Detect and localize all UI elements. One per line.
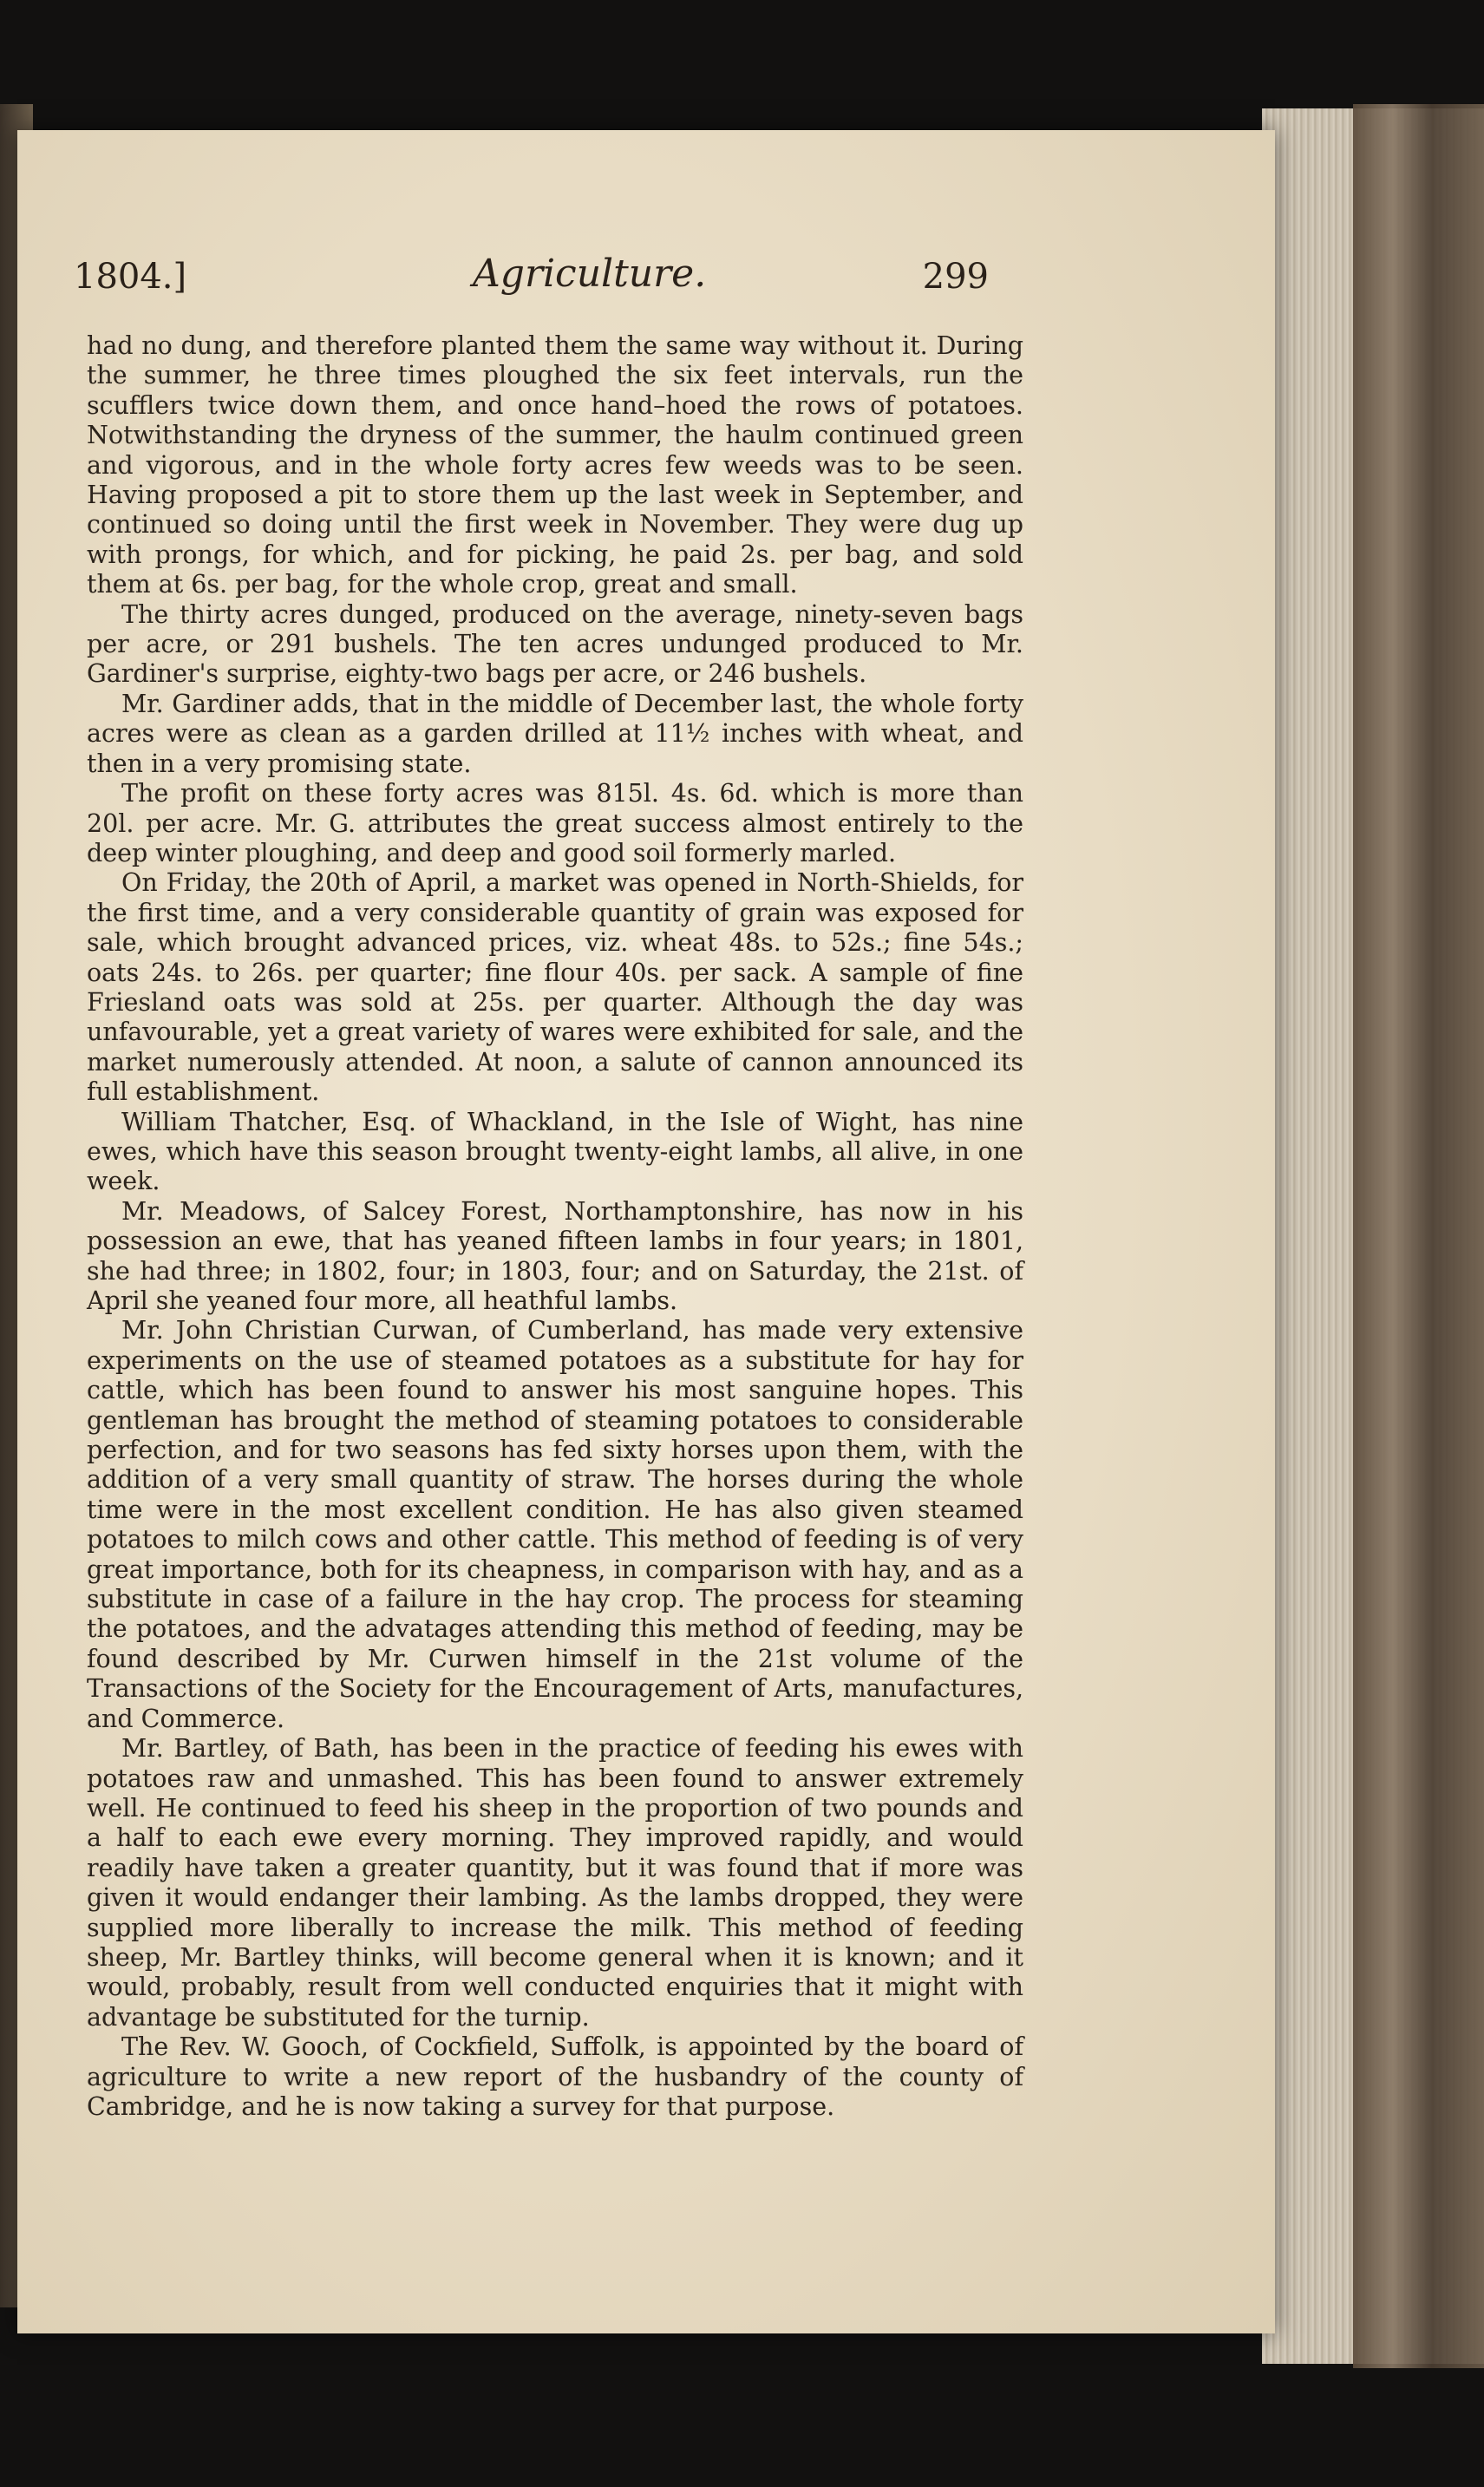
paragraph-3: Mr. Gardiner adds, that in the middle of December last, the whole forty acres were as clean as a garden drilled at 11½ inches with wheat, and then in a very promising state. <box>87 689 1023 778</box>
paragraph-1: had no dung, and therefore planted them the same way without it. During the summer, he three times ploughed the six feet intervals, run the scufflers twice down them, and once hand–hoed the rows of potatoes. Notwithstanding the dryness of the summer, the haulm continued green and vigorous, and in the whole forty acres few weeds was to be seen. Having proposed a pit to store them up the last week in September, and continued so doing until the first week in November. They were dug up with prongs, for which, and for picking, he paid 2s. per bag, and sold them at 6s. per bag, for the whole crop, great and small. <box>87 331 1023 599</box>
paragraph-5: On Friday, the 20th of April, a market was opened in North-Shields, for the first time, and a very considerable quantity of grain was exposed for sale, which brought advanced prices, viz. wheat 48s. to 52s.; fine 54s.; oats 24s. to 26s. per quarter; fine flour 40s. per sack. A sample of fine Friesland oats was sold at 25s. per quarter. Although the day was unfavourable, yet a great variety of wares were exhibited for sale, and the market numerously attended. At noon, a salute of cannon announced its full establishment. <box>87 868 1023 1107</box>
paragraph-4: The profit on these forty acres was 815l. 4s. 6d. which is more than 20l. per acre. Mr. G. attributes the great success almost entirely to the deep winter ploughing, and deep and good soil formerly marled. <box>87 779 1023 867</box>
paragraph-8: Mr. John Christian Curwan, of Cumberland, has made very extensive experiments on the use of steamed potatoes as a substitute for hay for cattle, which has been found to answer his most sanguine hopes. This gentleman has brought the method of steaming potatoes to considerable perfection, and for two seasons has fed sixty horses upon them, with the addition of a very small quantity of straw. The horses during the whole time were in the most excellent condition. He has also given steamed potatoes to milch cows and other cattle. This method of feeding is of very great importance, both for its cheapness, in comparison with hay, and as a substitute in case of a failure in the hay crop. The process for steaming the potatoes, and the advatages attending this method of feeding, may be found described by Mr. Curwen himself in the 21st volume of the Transactions of the Society for the Encouragement of Arts, manufactures, and Commerce. <box>87 1316 1023 1733</box>
paragraph-6: William Thatcher, Esq. of Whackland, in the Isle of Wight, has nine ewes, which have this season brought twenty-eight lambs, all alive, in one week. <box>87 1107 1023 1196</box>
book-cover <box>1353 104 1484 2368</box>
header-title: Agriculture. <box>473 252 707 296</box>
paragraph-2: The thirty acres dunged, produced on the average, ninety-seven bags per acre, or 291 bushels. The ten acres undunged produced to Mr. Gardiner's surprise, eighty-two bags per acre, or 246 bushels. <box>87 599 1023 689</box>
running-header <box>74 252 989 304</box>
paragraph-10: The Rev. W. Gooch, of Cockfield, Suffolk, is appointed by the board of agriculture to write a new report of the husbandry of the county of Cambridge, and he is now taking a survey for that purpose. <box>87 2032 1023 2121</box>
page-number: 299 <box>922 257 989 297</box>
paragraph-7: Mr. Meadows, of Salcey Forest, Northamptonshire, has now in his possession an ewe, that has yeaned fifteen lambs in four years; in 1801, she had three; in 1802, four; in 1803, four; and on Saturday, the 21st. of April she yeaned four more, all heathful lambs. <box>87 1196 1023 1315</box>
article-body <box>87 331 1023 2122</box>
paragraph-9: Mr. Bartley, of Bath, has been in the practice of feeding his ewes with potatoes raw and unmashed. This has been found to answer extremely well. He continued to feed his sheep in the proportion of two pounds and a half to each ewe every morning. They improved rapidly, and would readily have taken a greater quantity, but it was found that if more was given it would endanger their lambing. As the lambs dropped, they were supplied more liberally to increase the milk. This method of feeding sheep, Mr. Bartley thinks, will become general when it is known; and it would, probably, result from well conducted enquiries that it might with advantage be substituted for the turnip. <box>87 1734 1023 2032</box>
header-year: 1804.] <box>74 257 187 297</box>
